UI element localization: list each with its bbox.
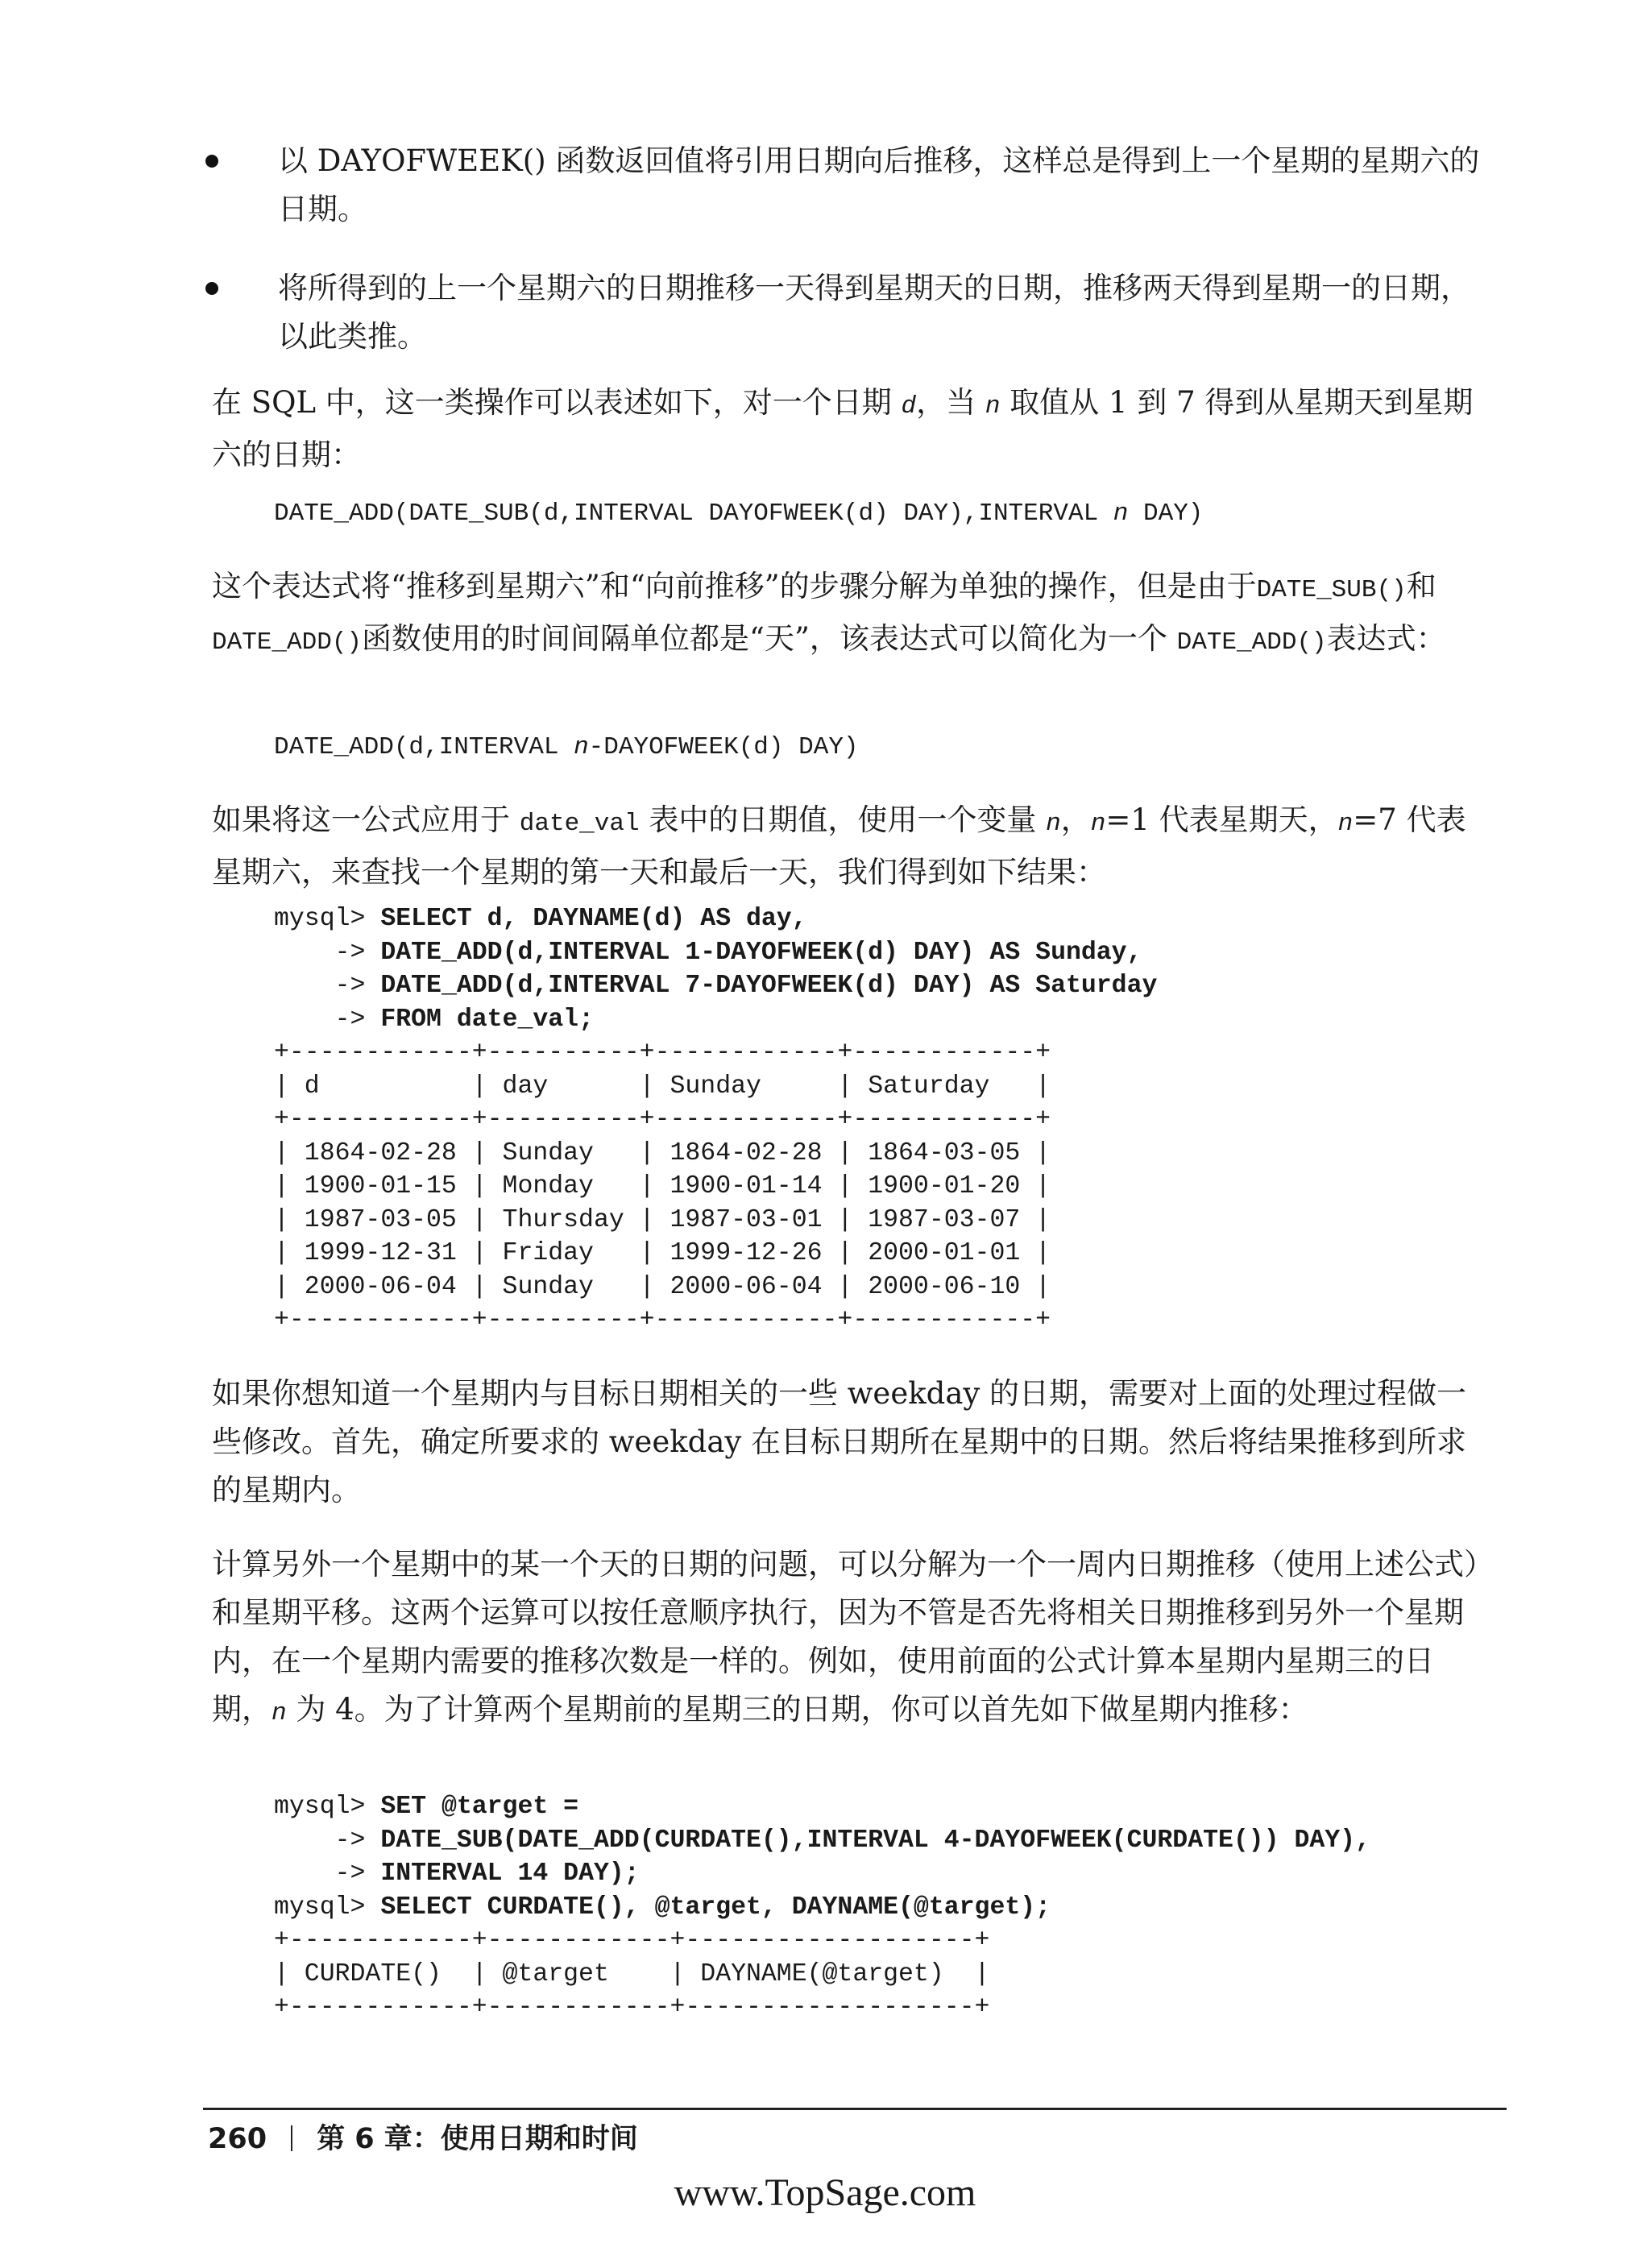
bullet-dot-icon bbox=[205, 155, 218, 168]
table-row: | 2000-06-04 | Sunday | 2000-06-04 | 2000-06-10 | bbox=[274, 1272, 1051, 1301]
bullet-list bbox=[205, 137, 1486, 392]
footer-separator bbox=[291, 2125, 292, 2151]
table-border: +------------+----------+------------+------------+ bbox=[274, 1039, 1051, 1067]
table-name: date_val bbox=[519, 810, 640, 838]
code-line: -> DATE_ADD(d,INTERVAL 1-DAYOFWEEK(d) DAY) AS Sunday, bbox=[274, 938, 1142, 967]
function-name: DATE_ADD() bbox=[1176, 628, 1327, 657]
table-header: | d | day | Sunday | Saturday | bbox=[274, 1072, 1051, 1101]
bullet-item bbox=[205, 264, 1486, 361]
paragraph-week-shift: 计算另外一个星期中的某一个天的日期的问题，可以分解为一个一周内日期推移（使用上述公式）和星期平移。这两个运算可以按任意顺序执行，因为不管是否先将相关日期推移到另外一个星期内，在一个星期内需要的推移次数是一样的。例如，使用前面的公式计算本星期内星期三的日期，n 为 4。为了计算两个星期前的星期三的日期，你可以首先如下做星期内推移： bbox=[212, 1547, 1479, 1727]
code-line: mysql> SELECT d, DAYNAME(d) AS day, bbox=[274, 905, 807, 933]
code-block-query1 bbox=[274, 902, 1157, 1337]
paragraph-apply-formula: 如果将这一公式应用于 date_val 表中的日期值，使用一个变量 n，n=1 代表星期天，n=7 代表星期六，来查找一个星期的第一天和最后一天，我们得到如下结果： bbox=[212, 802, 1466, 889]
paragraph-formula-intro: 在 SQL 中，这一类操作可以表述如下，对一个日期 d，当 n 取值从 1 到 7 得到从星期天到星期六的日期： bbox=[212, 385, 1474, 472]
table-row: | 1987-03-05 | Thursday | 1987-03-01 | 1987-03-07 | bbox=[274, 1205, 1051, 1234]
chapter-title: 第 6 章：使用日期和时间 bbox=[317, 2123, 638, 2155]
function-name: DATE_ADD() bbox=[212, 628, 363, 657]
code-line: mysql> SET @target = bbox=[274, 1793, 579, 1821]
formula-simplified: DATE_ADD(d,INTERVAL n-DAYOFWEEK(d) DAY) bbox=[274, 733, 859, 761]
table-row: | 1999-12-31 | Friday | 1999-12-26 | 2000-01-01 | bbox=[274, 1239, 1051, 1267]
variable-d: d bbox=[901, 392, 917, 421]
code-line: -> DATE_ADD(d,INTERVAL 7-DAYOFWEEK(d) DAY) AS Saturday bbox=[274, 972, 1158, 1000]
table-border: +------------+----------+------------+------------+ bbox=[274, 1105, 1051, 1134]
code-line: -> FROM date_val; bbox=[274, 1005, 594, 1034]
code-line: mysql> SELECT CURDATE(), @target, DAYNAME(@target); bbox=[274, 1893, 1051, 1922]
code-line: -> DATE_SUB(DATE_ADD(CURDATE(),INTERVAL 4-DAYOFWEEK(CURDATE()) DAY), bbox=[274, 1826, 1371, 1855]
table-row: | 1864-02-28 | Sunday | 1864-02-28 | 1864-03-05 | bbox=[274, 1138, 1051, 1167]
code-line: -> INTERVAL 14 DAY); bbox=[274, 1860, 640, 1888]
paragraph-simplification: 这个表达式将“推移到星期六”和“向前推移”的步骤分解为单独的操作，但是由于DATE_SUB()和 DATE_ADD()函数使用的时间间隔单位都是“天”，该表达式可以简化为一个 DATE_ADD()表达式： bbox=[212, 569, 1446, 657]
function-name: DATE_SUB() bbox=[1256, 576, 1407, 604]
bullet-dot-icon bbox=[205, 282, 218, 295]
table-row: | 1900-01-15 | Monday | 1900-01-14 | 1900-01-20 | bbox=[274, 1172, 1051, 1200]
bullet-text: 以 DAYOFWEEK() 函数返回值将引用日期向后推移，这样总是得到上一个星期的星期六的日期。 bbox=[278, 143, 1480, 226]
variable-n: n bbox=[272, 1699, 287, 1727]
page-number: 260 bbox=[208, 2123, 267, 2155]
watermark-site: www.TopSage.com bbox=[674, 2171, 976, 2214]
variable-n: n bbox=[1113, 500, 1129, 528]
table-header: | CURDATE() | @target | DAYNAME(@target) | bbox=[274, 1959, 990, 1988]
table-border: +------------+------------+-------------------+ bbox=[274, 1993, 990, 2021]
variable-n: n bbox=[985, 392, 1001, 421]
page-footer bbox=[208, 2119, 638, 2159]
code-block-query2 bbox=[274, 1790, 1370, 2025]
bullet-item bbox=[205, 137, 1486, 234]
paragraph-weekday: 如果你想知道一个星期内与目标日期相关的一些 weekday 的日期，需要对上面的处理过程做一些修改。首先，确定所要求的 weekday 在目标日期所在星期中的日期。然后将结果推移到所求的星期内。 bbox=[212, 1376, 1467, 1507]
bullet-text: 将所得到的上一个星期六的日期推移一天得到星期天的日期，推移两天得到星期一的日期，以此类推。 bbox=[278, 271, 1470, 354]
formula-full: DATE_ADD(DATE_SUB(d,INTERVAL DAYOFWEEK(d) DAY),INTERVAL n DAY) bbox=[274, 500, 1204, 528]
footer-rule bbox=[203, 2108, 1507, 2110]
table-border: +------------+------------+-------------------+ bbox=[274, 1926, 990, 1955]
variable-n: n bbox=[574, 733, 589, 761]
table-border: +------------+----------+------------+------------+ bbox=[274, 1306, 1051, 1334]
